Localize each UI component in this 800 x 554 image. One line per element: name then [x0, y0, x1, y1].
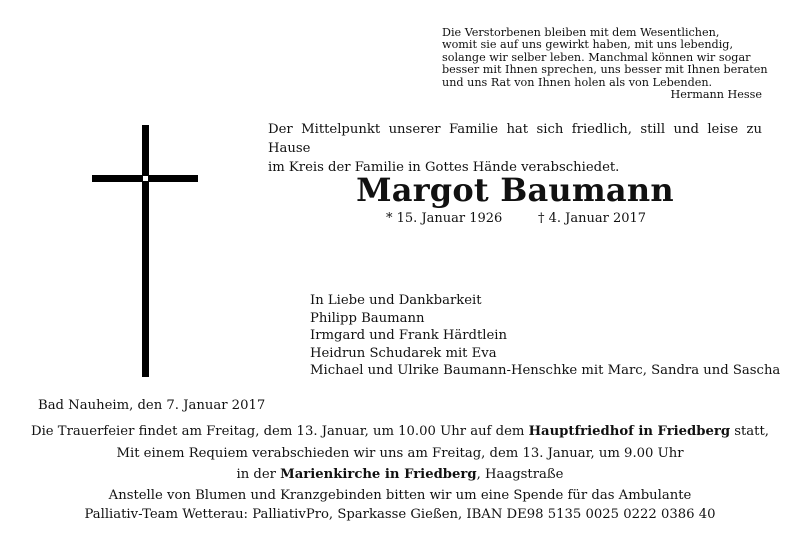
- service-line: Mit einem Requiem verabschieden wir uns am Freitag, dem 13. Januar, um 9.00 Uhr: [116, 445, 684, 461]
- quote-line: besser mit Ihnen sprechen, uns besser mit Ihnen beraten: [442, 63, 768, 77]
- hesse-quote: [442, 26, 768, 102]
- service-line: [0, 464, 800, 486]
- family-line: In Liebe und Dankbarkeit: [310, 293, 482, 308]
- service-text: , Haagstraße: [476, 467, 564, 482]
- service-text: in der: [236, 467, 281, 482]
- donation-line: Anstelle von Blumen und Kranzgebinden bitten wir um eine Spende für das Ambulante: [108, 488, 692, 503]
- family-line: Heidrun Schudarek mit Eva: [310, 345, 497, 361]
- family-line: Philipp Baumann: [310, 310, 425, 326]
- death-date: † 4. Januar 2017: [538, 211, 647, 226]
- intro-line: im Kreis der Familie in Gottes Hände verabschiedet.: [268, 160, 620, 175]
- quote-line: und uns Rat von Ihnen holen als von Lebenden.: [442, 75, 713, 89]
- intro-text: [268, 120, 762, 177]
- service-info: [0, 421, 800, 486]
- birth-date: * 15. Januar 1926: [386, 211, 503, 226]
- church-name: Marienkirche in Friedberg: [280, 467, 477, 482]
- service-line: [0, 421, 800, 443]
- donation-line: Palliativ-Team Wetterau: PalliativPro, Sparkasse Gießen, IBAN DE98 5135 0025 0222 0386 40: [84, 507, 716, 522]
- quote-line: Die Verstorbenen bleiben mit dem Wesentlichen,: [442, 26, 720, 39]
- service-text: statt,: [730, 424, 769, 439]
- family-list: [310, 292, 780, 380]
- quote-line: womit sie auf uns gewirkt haben, mit uns lebendig,: [442, 38, 734, 52]
- place-date: Bad Nauheim, den 7. Januar 2017: [38, 398, 266, 413]
- quote-line: solange wir selber leben. Manchmal können wir sogar: [442, 50, 751, 64]
- cross-vertical-bar: [142, 125, 149, 377]
- intro-line: Der Mittelpunkt unserer Familie hat sich friedlich, still und leise zu Hause: [268, 122, 762, 156]
- service-text: Die Trauerfeier findet am Freitag, dem 13. Januar, um 10.00 Uhr auf dem: [31, 424, 529, 439]
- donation-info: [0, 486, 800, 524]
- cross-center-gap: [143, 176, 148, 181]
- deceased-name: Margot Baumann: [356, 171, 674, 209]
- cemetery-name: Hauptfriedhof in Friedberg: [528, 424, 731, 439]
- family-line: Irmgard und Frank Härdtlein: [310, 328, 508, 344]
- quote-author: Hermann Hesse: [670, 88, 762, 102]
- family-line: Michael und Ulrike Baumann-Henschke mit Marc, Sandra und Sascha: [310, 363, 781, 379]
